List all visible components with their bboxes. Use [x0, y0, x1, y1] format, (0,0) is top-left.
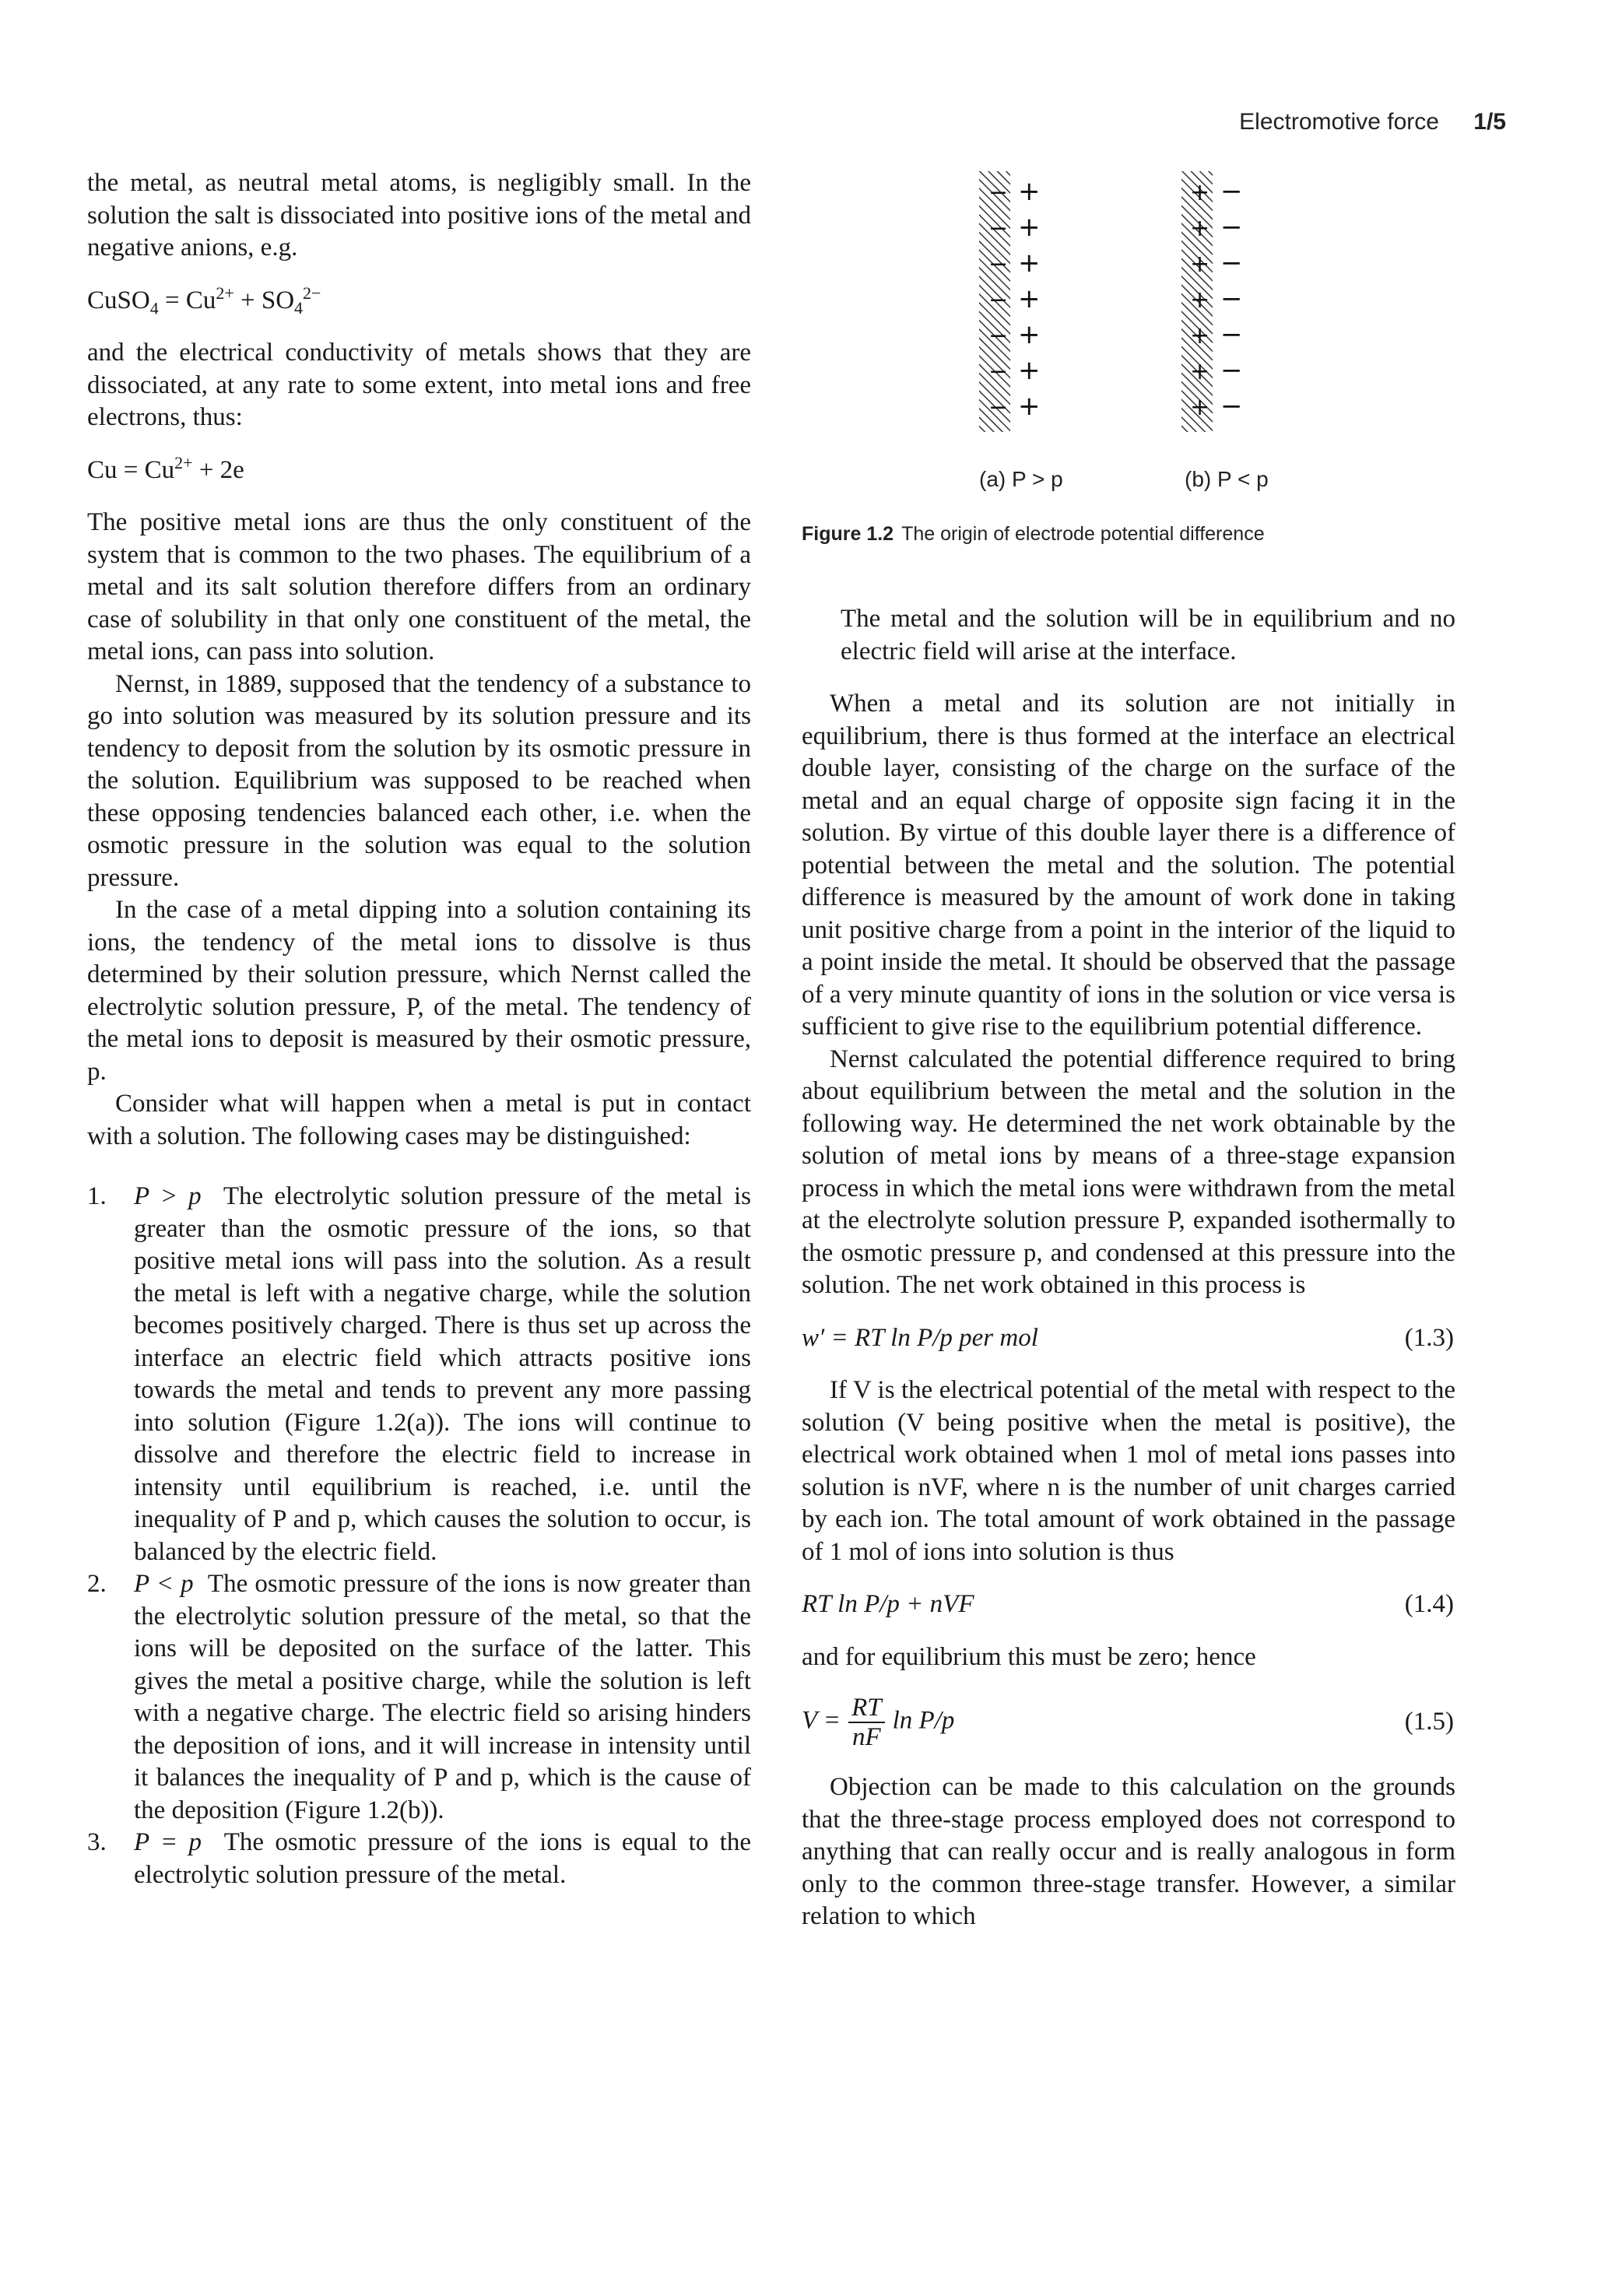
solution-positive-ion: + — [1018, 176, 1041, 207]
paragraph: Nernst, in 1889, supposed that the tendency of a substance to go into solution was measured by its solution pressure and its tendency to deposit from the solution by its osmotic pressure in the solution. Equilibrium was supposed to be reached when these opposing tendencies balanced each other, i.e. when the osmotic pressure in the solution was equal to the solution pressure. — [87, 669, 751, 892]
metal-charge: + — [1190, 286, 1210, 314]
page-number: 1/5 — [1473, 109, 1506, 135]
paragraph: When a metal and its solution are not initially in equilibrium, there is thus formed at the interface an electrical double layer, consisting of the charge on the surface of the metal and an equal charge of opposite sign facing it in the solution. By virtue of this double layer there is a difference of potential between the metal and the solution. The potential difference is measured by the amount of work done in taking unit positive charge from a point in the interior of the liquid to a point inside the metal. It should be observed that the passage of a very minute quantity of ions in the solution or vice versa is sufficient to give rise to the equilibrium potential difference. — [802, 690, 1455, 1041]
equation-1-4: RT ln P/p + nVF (1.4) — [802, 1590, 1454, 1618]
metal-charge: − — [988, 394, 1009, 421]
paragraph: Objection can be made to this calculation on the grounds that the three-stage process employed does not correspond to anything that can really occur and is really analogous in form only to the common three-stage transfer. However, a similar relation to which — [802, 1773, 1455, 1930]
solution-positive-ion: + — [1018, 319, 1041, 350]
metal-charge: + — [1190, 179, 1210, 206]
solution-negative-ion: − — [1220, 391, 1243, 422]
paragraph: The positive metal ions are thus the only constituent of the system that is common to the two phases. The equilibrium of a metal and its salt solution therefore differs from an ordinary case of solubility in that only one constituent of the metal, the metal ions, can pass into solution. — [87, 508, 751, 665]
solution-negative-ion: − — [1220, 212, 1243, 243]
solution-negative-ion: − — [1220, 176, 1243, 207]
metal-charge: + — [1190, 215, 1210, 242]
solution-positive-ion: + — [1018, 248, 1041, 279]
electrode-diagram — [957, 167, 1362, 494]
figure-caption: Figure 1.2 The origin of electrode potential difference — [802, 523, 1265, 545]
left-column — [87, 167, 751, 1891]
solution-positive-ion: + — [1018, 283, 1041, 314]
list-item: 2. P < p The osmotic pressure of the ions is now greater than the electrolytic solution pressure of the metal, so that the ions will be deposited on the surface of the latter. This gives the metal a positive charge, while the solution is left with a negative charge. The electric field so arising hinders the deposition of ions, and it will increase in intensity until it balances the inequality of P and p, which is the cause of the deposition (Figure 1.2(b)). — [87, 1570, 751, 1824]
list-item: 1. P > p The electrolytic solution pressure of the metal is greater than the osmotic pressure of the ions, so that positive metal ions will pass into the solution. As a result the metal is left with a negative charge, while the solution becomes positively charged. There is thus set up across the interface an electric field which attracts positive ions towards the metal and tends to prevent any more passing into solution (Figure 1.2(a)). The ions will continue to dissolve and therefore the electric field to increase in intensity until equilibrium is reached, i.e. until the inequality of P and p, which causes the solution to occur, is balanced by the electric field. — [87, 1182, 751, 1566]
right-column — [802, 603, 1455, 1933]
paragraph: and the electrical conductivity of metals shows that they are dissociated, at any rate to some extent, into metal ions and free electrons, thus: — [87, 339, 751, 431]
list-item: 3. P = p The osmotic pressure of the ions is equal to the electrolytic solution pressure of the metal. — [87, 1828, 751, 1889]
running-header — [1239, 109, 1506, 135]
label-b: (b) P < p — [1185, 467, 1269, 491]
label-a: (a) P > p — [979, 467, 1063, 491]
equation-1-5: V = $\frac{RT}{nF}$ ln P/p (1.5) — [802, 1694, 1454, 1751]
header-title: Electromotive force — [1239, 109, 1439, 135]
metal-charge: + — [1190, 394, 1210, 421]
solution-negative-ion: − — [1220, 248, 1243, 279]
metal-charge: − — [988, 251, 1009, 278]
paragraph: In the case of a metal dipping into a solution containing its ions, the tendency of the metal ions to dissolve is thus determined by their solution pressure, which Nernst called the electrolytic solution pressure, P, of the metal. The tendency of the metal ions to deposit is measured by their osmotic pressure, p. — [87, 896, 751, 1086]
solution-positive-ion: + — [1018, 391, 1041, 422]
metal-charge: − — [988, 358, 1009, 385]
solution-positive-ion: + — [1018, 355, 1041, 386]
paragraph: and for equilibrium this must be zero; hence — [802, 1642, 1256, 1671]
metal-charge: + — [1190, 358, 1210, 385]
metal-charge: + — [1190, 322, 1210, 349]
solution-positive-ion: + — [1018, 212, 1041, 243]
metal-charge: + — [1190, 251, 1210, 278]
paragraph: Nernst calculated the potential difference required to bring about equilibrium between the metal and the solution in the following way. He determined the net work obtainable by the solution of metal ions by means of a three-stage expansion process in which the metal ions were withdrawn from the metal at the electrolyte solution pressure P, expanded isothermally to the osmotic pressure p, and condensed at this pressure into the solution. The net work obtained in this process is — [802, 1044, 1455, 1299]
equation-cu: $Cu = Cu^{2+} + 2e$ — [87, 452, 244, 484]
paragraph: If V is the electrical potential of the metal with respect to the solution (V being positive when the metal is positive), the electrical work obtained when 1 mol of metal ions passes into solution is nVF, where n is the number of unit charges carried by each ion. The total amount of work obtained in the passage of 1 mol of ions into solution is thus — [802, 1376, 1455, 1566]
paragraph: the metal, as neutral metal atoms, is negligibly small. In the solution the salt is dissociated into positive ions of the metal and negative anions, e.g. — [87, 169, 751, 262]
metal-charge: − — [988, 286, 1009, 314]
solution-negative-ion: − — [1220, 283, 1243, 314]
solution-negative-ion: − — [1220, 319, 1243, 350]
paragraph: The metal and the solution will be in equilibrium and no electric field will arise at the interface. — [841, 605, 1455, 665]
metal-charge: − — [988, 179, 1009, 206]
equation-cuso4: CuSO$_4$ = $Cu^{2+} + SO_4^{2-}$ — [87, 283, 321, 318]
paragraph: Consider what will happen when a metal is put in contact with a solution. The following cases may be distinguished: — [87, 1090, 751, 1150]
case-list — [87, 1181, 751, 1891]
solution-negative-ion: − — [1220, 355, 1243, 386]
equation-1-3: w′ = RT ln P/p per mol (1.3) — [802, 1323, 1454, 1352]
metal-charge: − — [988, 322, 1009, 349]
metal-charge: − — [988, 215, 1009, 242]
